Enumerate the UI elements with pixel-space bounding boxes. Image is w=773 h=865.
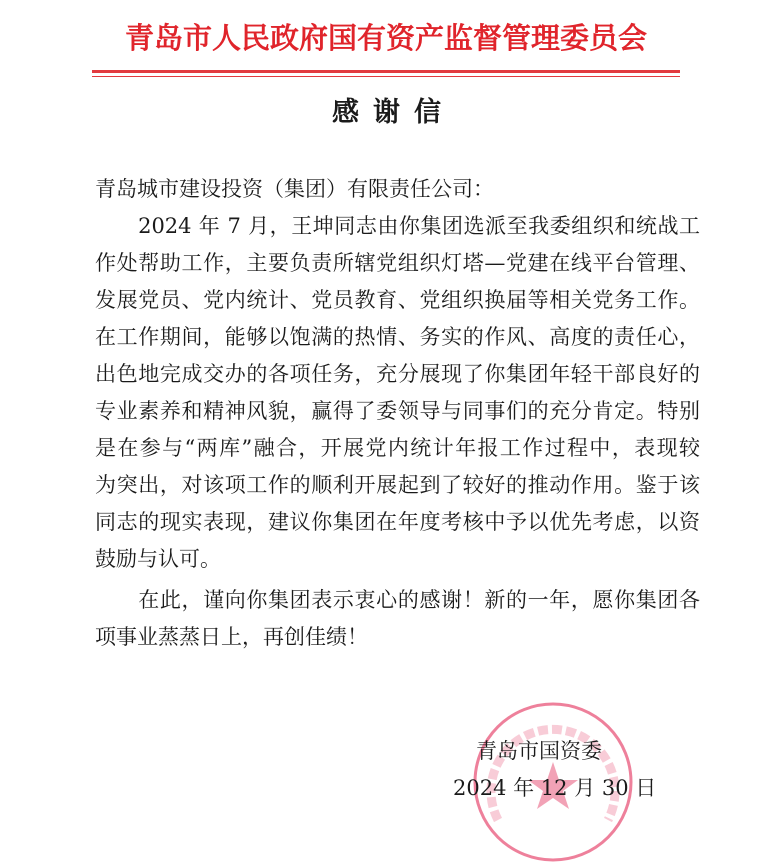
body-line: 同志的现实表现，建议你集团在年度考核中予以优先考虑，以资 — [95, 510, 700, 534]
body-line: 为突出，对该项工作的顺利开展起到了较好的推动作用。鉴于该 — [95, 473, 700, 497]
letterhead-rule-thin — [92, 76, 680, 77]
body-line: 在此，谨向你集团表示衷心的感谢！新的一年，愿你集团各 — [95, 588, 700, 612]
letterhead-organization: 青岛市人民政府国有资产监督管理委员会 — [124, 21, 647, 55]
letterhead-rule-thick — [92, 70, 680, 73]
body-line: 发展党员、党内统计、党员教育、党组织换届等相关党务工作。 — [95, 288, 700, 312]
salutation: 青岛城市建设投资（集团）有限责任公司： — [95, 177, 494, 201]
body-line: 专业素养和精神风貌，赢得了委领导与同事们的充分肯定。特别 — [95, 399, 700, 423]
body-line: 在工作期间，能够以饱满的热情、务实的作风、高度的责任心， — [95, 325, 700, 349]
body-line: 作处帮助工作，主要负责所辖党组织灯塔—党建在线平台管理、 — [95, 251, 700, 275]
letter-date: 2024 年 12 月 30 日 — [453, 776, 657, 800]
sender-name: 青岛市国资委 — [476, 739, 602, 763]
body-line: 2024 年 7 月，王坤同志由你集团选派至我委组织和统战工 — [95, 214, 700, 238]
body-line: 鼓励与认可。 — [95, 547, 221, 571]
letter-title: 感谢信 — [332, 97, 455, 128]
body-line: 出色地完成交办的各项任务，充分展现了你集团年轻干部良好的 — [95, 362, 700, 386]
body-line: 是在参与“两库”融合，开展党内统计年报工作过程中，表现较 — [95, 436, 700, 460]
body-line: 项事业蒸蒸日上，再创佳绩！ — [95, 625, 368, 649]
